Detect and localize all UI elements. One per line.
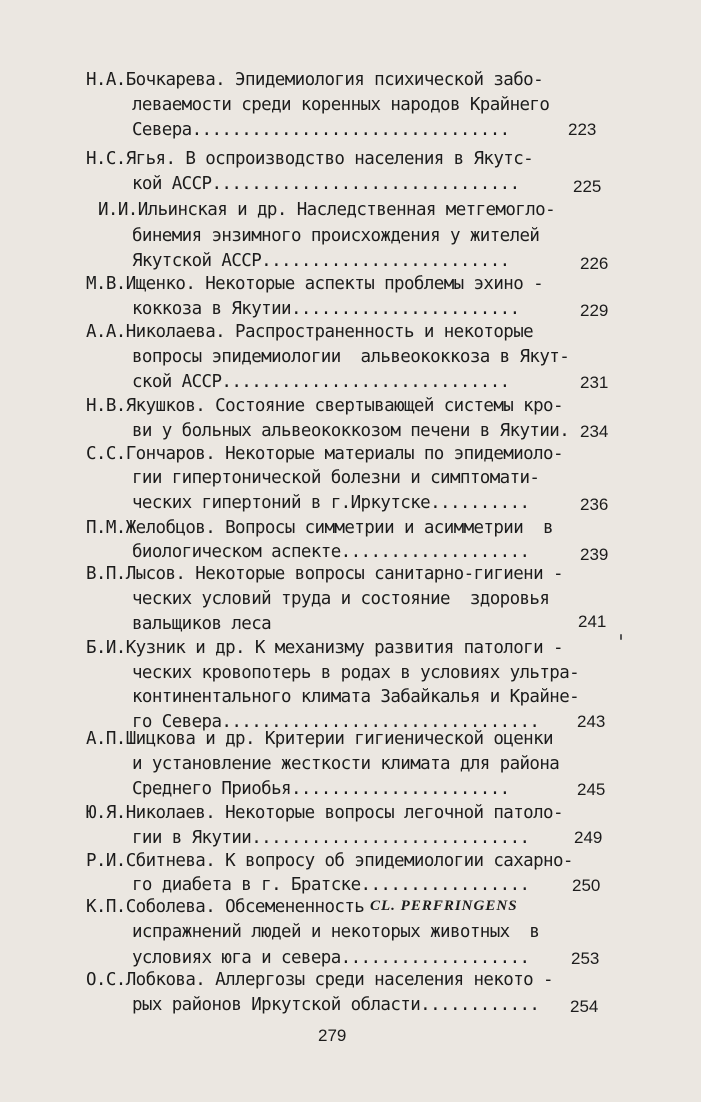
page-number: 245 [577, 780, 606, 799]
entry-line: Севера................................ [132, 120, 510, 140]
entry-line: В.П.Лысов. Некоторые вопросы санитарно-гигиени - [86, 564, 563, 584]
entry-line: ческих кровопотерь в родах в условиях ультра- [132, 663, 580, 683]
entry-line: условиях юга и севера................... [132, 948, 530, 968]
entry-line: А.П.Шицкова и др. Критерии гигиенической оценки [86, 729, 553, 749]
entry-line: го диабета в г. Братске................. [132, 875, 530, 895]
entry-line: рых районов Иркутской области............ [132, 995, 540, 1015]
entry-line: леваемости среди коренных народов Крайнего [132, 95, 550, 115]
entry-line: Якутской АССР......................... [132, 251, 510, 271]
handwritten-insert: CL. PERFRINGENS [370, 898, 518, 914]
entry-line: кой АССР............................... [132, 174, 520, 194]
page-number: 250 [572, 876, 601, 895]
entry-line: Р.И.Сбитнева. К вопросу об эпидемиологии сахарно- [86, 851, 573, 871]
entry-line: ческих гипертоний в г.Иркутске.......... [132, 493, 530, 513]
entry-line: биологическом аспекте................... [132, 542, 530, 562]
entry-line: П.М.Желобцов. Вопросы симметрии и асимметрии в [86, 518, 553, 538]
entry-line: ческих условий труда и состояние здоровья [132, 589, 550, 609]
page-folio: 279 [318, 1026, 347, 1045]
entry-line: ской АССР............................. [132, 372, 510, 392]
entry-line: бинемия энзимного происхождения у жителей [132, 226, 540, 246]
entry-line: К.П.Соболева. Обсемененность [86, 897, 365, 917]
entry-line: Б.И.Кузник и др. К механизму развития патологи - [86, 638, 563, 658]
entry-line: и установление жесткости климата для района [132, 754, 560, 774]
entry-line: Н.В.Якушков. Состояние свертывающей системы кро- [86, 396, 563, 416]
page-number: 236 [580, 495, 609, 514]
entry-line: гии в Якутии............................ [132, 828, 530, 848]
entry-line: коккоза в Якутии....................... [132, 299, 520, 319]
entry-line: го Севера................................ [132, 712, 540, 732]
entry-line: Н.А.Бочкарева. Эпидемиология психической забо- [86, 70, 544, 90]
entry-line: М.В.Ищенко. Некоторые аспекты проблемы эхино - [86, 274, 544, 294]
page-number: 226 [580, 254, 609, 273]
page-number: 234 [580, 422, 609, 441]
page-number: 241 [578, 612, 607, 631]
entry-line: континентального климата Забайкалья и Крайне- [132, 687, 580, 707]
entry-line: ви у больных альвеококкозом печени в Якутии. [132, 421, 570, 441]
entry-line: вальщиков леса [132, 614, 272, 634]
paper-speck [620, 634, 622, 640]
entry-line: С.С.Гончаров. Некоторые материалы по эпидемиоло- [86, 444, 563, 464]
entry-line: вопросы эпидемиологии альвеококкоза в Якут- [132, 347, 570, 367]
entry-line: О.С.Лобкова. Аллергозы среди населения некото - [86, 970, 553, 990]
page-number: 229 [580, 301, 609, 320]
entry-line: Среднего Приобья...................... [132, 779, 510, 799]
page-number: 239 [580, 545, 609, 564]
page-number: 243 [577, 712, 606, 731]
page-number: 231 [580, 373, 609, 392]
entry-line: гии гипертонической болезни и симптомати- [132, 468, 540, 488]
entry-line: И.И.Ильинская и др. Наследственная метгемогло- [98, 200, 556, 220]
entry-line: А.А.Николаева. Распространенность и некоторые [86, 322, 534, 342]
page-number: 254 [570, 997, 599, 1016]
page-number: 249 [574, 828, 603, 847]
page-number: 253 [571, 949, 600, 968]
entry-line: Н.С.Ягья. В оспроизводство населения в Якутс- [86, 149, 534, 169]
page-number: 223 [568, 120, 597, 139]
entry-line: испражнений людей и некоторых животных в [132, 922, 540, 942]
page-number: 225 [573, 177, 602, 196]
entry-line: Ю.Я.Николаев. Некоторые вопросы легочной патоло- [86, 803, 563, 823]
